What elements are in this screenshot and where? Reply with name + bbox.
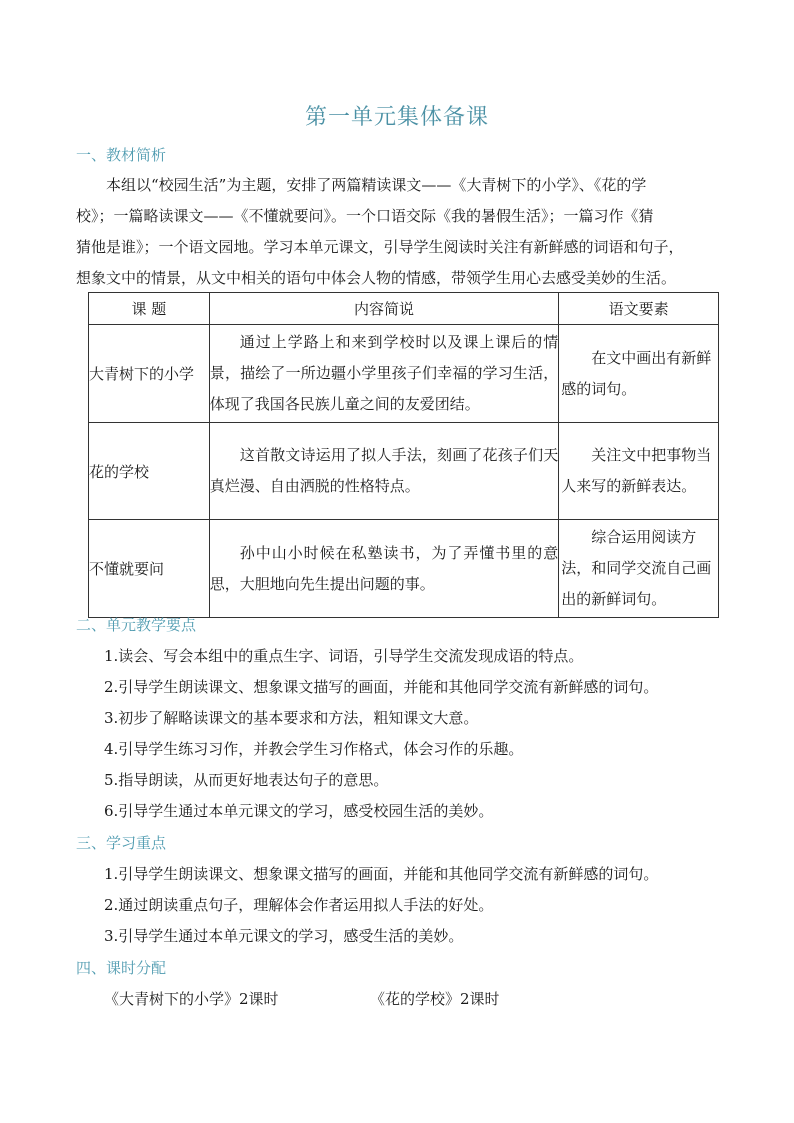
lesson-title-cell: 大青树下的小学 [89,325,210,423]
section-heading-teaching-points: 二、单元教学要点 [76,616,197,634]
list-item: 1.读会、写会本组中的重点生字、词语，引导学生交流发现成语的特点。 [104,647,584,665]
intro-line: 猜他是谁》；一个语文园地。学习本单元课文，引导学生阅读时关注有新鲜感的词语和句子， [76,238,684,256]
table-header-row [89,293,719,325]
table-row [89,520,719,618]
schedule-item: 《花的学校》2课时 [370,990,500,1008]
table-row [89,423,719,520]
list-item: 2.引导学生朗读课文、想象课文描写的画面，并能和其他同学交流有新鲜感的词句。 [104,678,659,696]
section-heading-textbook-analysis: 一、教材简析 [76,146,167,164]
lesson-title-cell: 不懂就要问 [89,520,210,618]
list-item: 1.引导学生朗读课文、想象课文描写的画面，并能和其他同学交流有新鲜感的词句。 [104,865,659,883]
intro-line: 本组以“校园生活”为主题，安排了两篇精读课文——《大青树下的小学》、《花的学 [106,176,647,194]
page-title: 第一单元集体备课 [304,105,489,130]
table-header-element: 语文要素 [559,293,719,325]
intro-line: 校》；一篇略读课文——《不懂就要问》。一个口语交际《我的暑假生活》；一篇习作《猜 [76,207,654,225]
lesson-content-cell: 孙中山小时候在私塾读书，为了弄懂书里的意思，大胆地向先生提出问题的事。 [209,520,558,618]
list-item: 6.引导学生通过本单元课文的学习，感受校园生活的美妙。 [104,802,494,820]
lesson-element-cell: 关注文中把事物当人来写的新鲜表达。 [559,423,719,520]
lesson-content-cell: 这首散文诗运用了拟人手法，刻画了花孩子们天真烂漫、自由洒脱的性格特点。 [209,423,558,520]
table-row [89,325,719,423]
lesson-title-cell: 花的学校 [89,423,210,520]
list-item: 3.引导学生通过本单元课文的学习，感受生活的美妙。 [104,927,464,945]
list-item: 2.通过朗读重点句子，理解体会作者运用拟人手法的好处。 [104,896,494,914]
section-heading-key-points: 三、学习重点 [76,834,167,852]
schedule-item: 《大青树下的小学》2课时 [104,990,279,1008]
lesson-element-cell: 在文中画出有新鲜感的词句。 [559,325,719,423]
lesson-table [88,292,719,618]
lesson-element-cell: 综合运用阅读方法，和同学交流自己画出的新鲜词句。 [559,520,719,618]
table-header-content: 内容简说 [209,293,558,325]
list-item: 4.引导学生练习习作，并教会学生习作格式，体会习作的乐趣。 [104,740,524,758]
list-item: 3.初步了解略读课文的基本要求和方法，粗知课文大意。 [104,709,479,727]
table-header-lesson: 课 题 [89,293,210,325]
lesson-content-cell: 通过上学路上和来到学校时以及课上课后的情景，描绘了一所边疆小学里孩子们幸福的学习生活，体现了我国各民族儿童之间的友爱团结。 [209,325,558,423]
section-heading-schedule: 四、课时分配 [76,959,167,977]
list-item: 5.指导朗读，从而更好地表达句子的意思。 [104,771,389,789]
intro-paragraph [76,170,721,294]
intro-line: 想象文中的情景，从文中相关的语句中体会人物的情感，带领学生用心去感受美妙的生活。 [76,269,677,287]
